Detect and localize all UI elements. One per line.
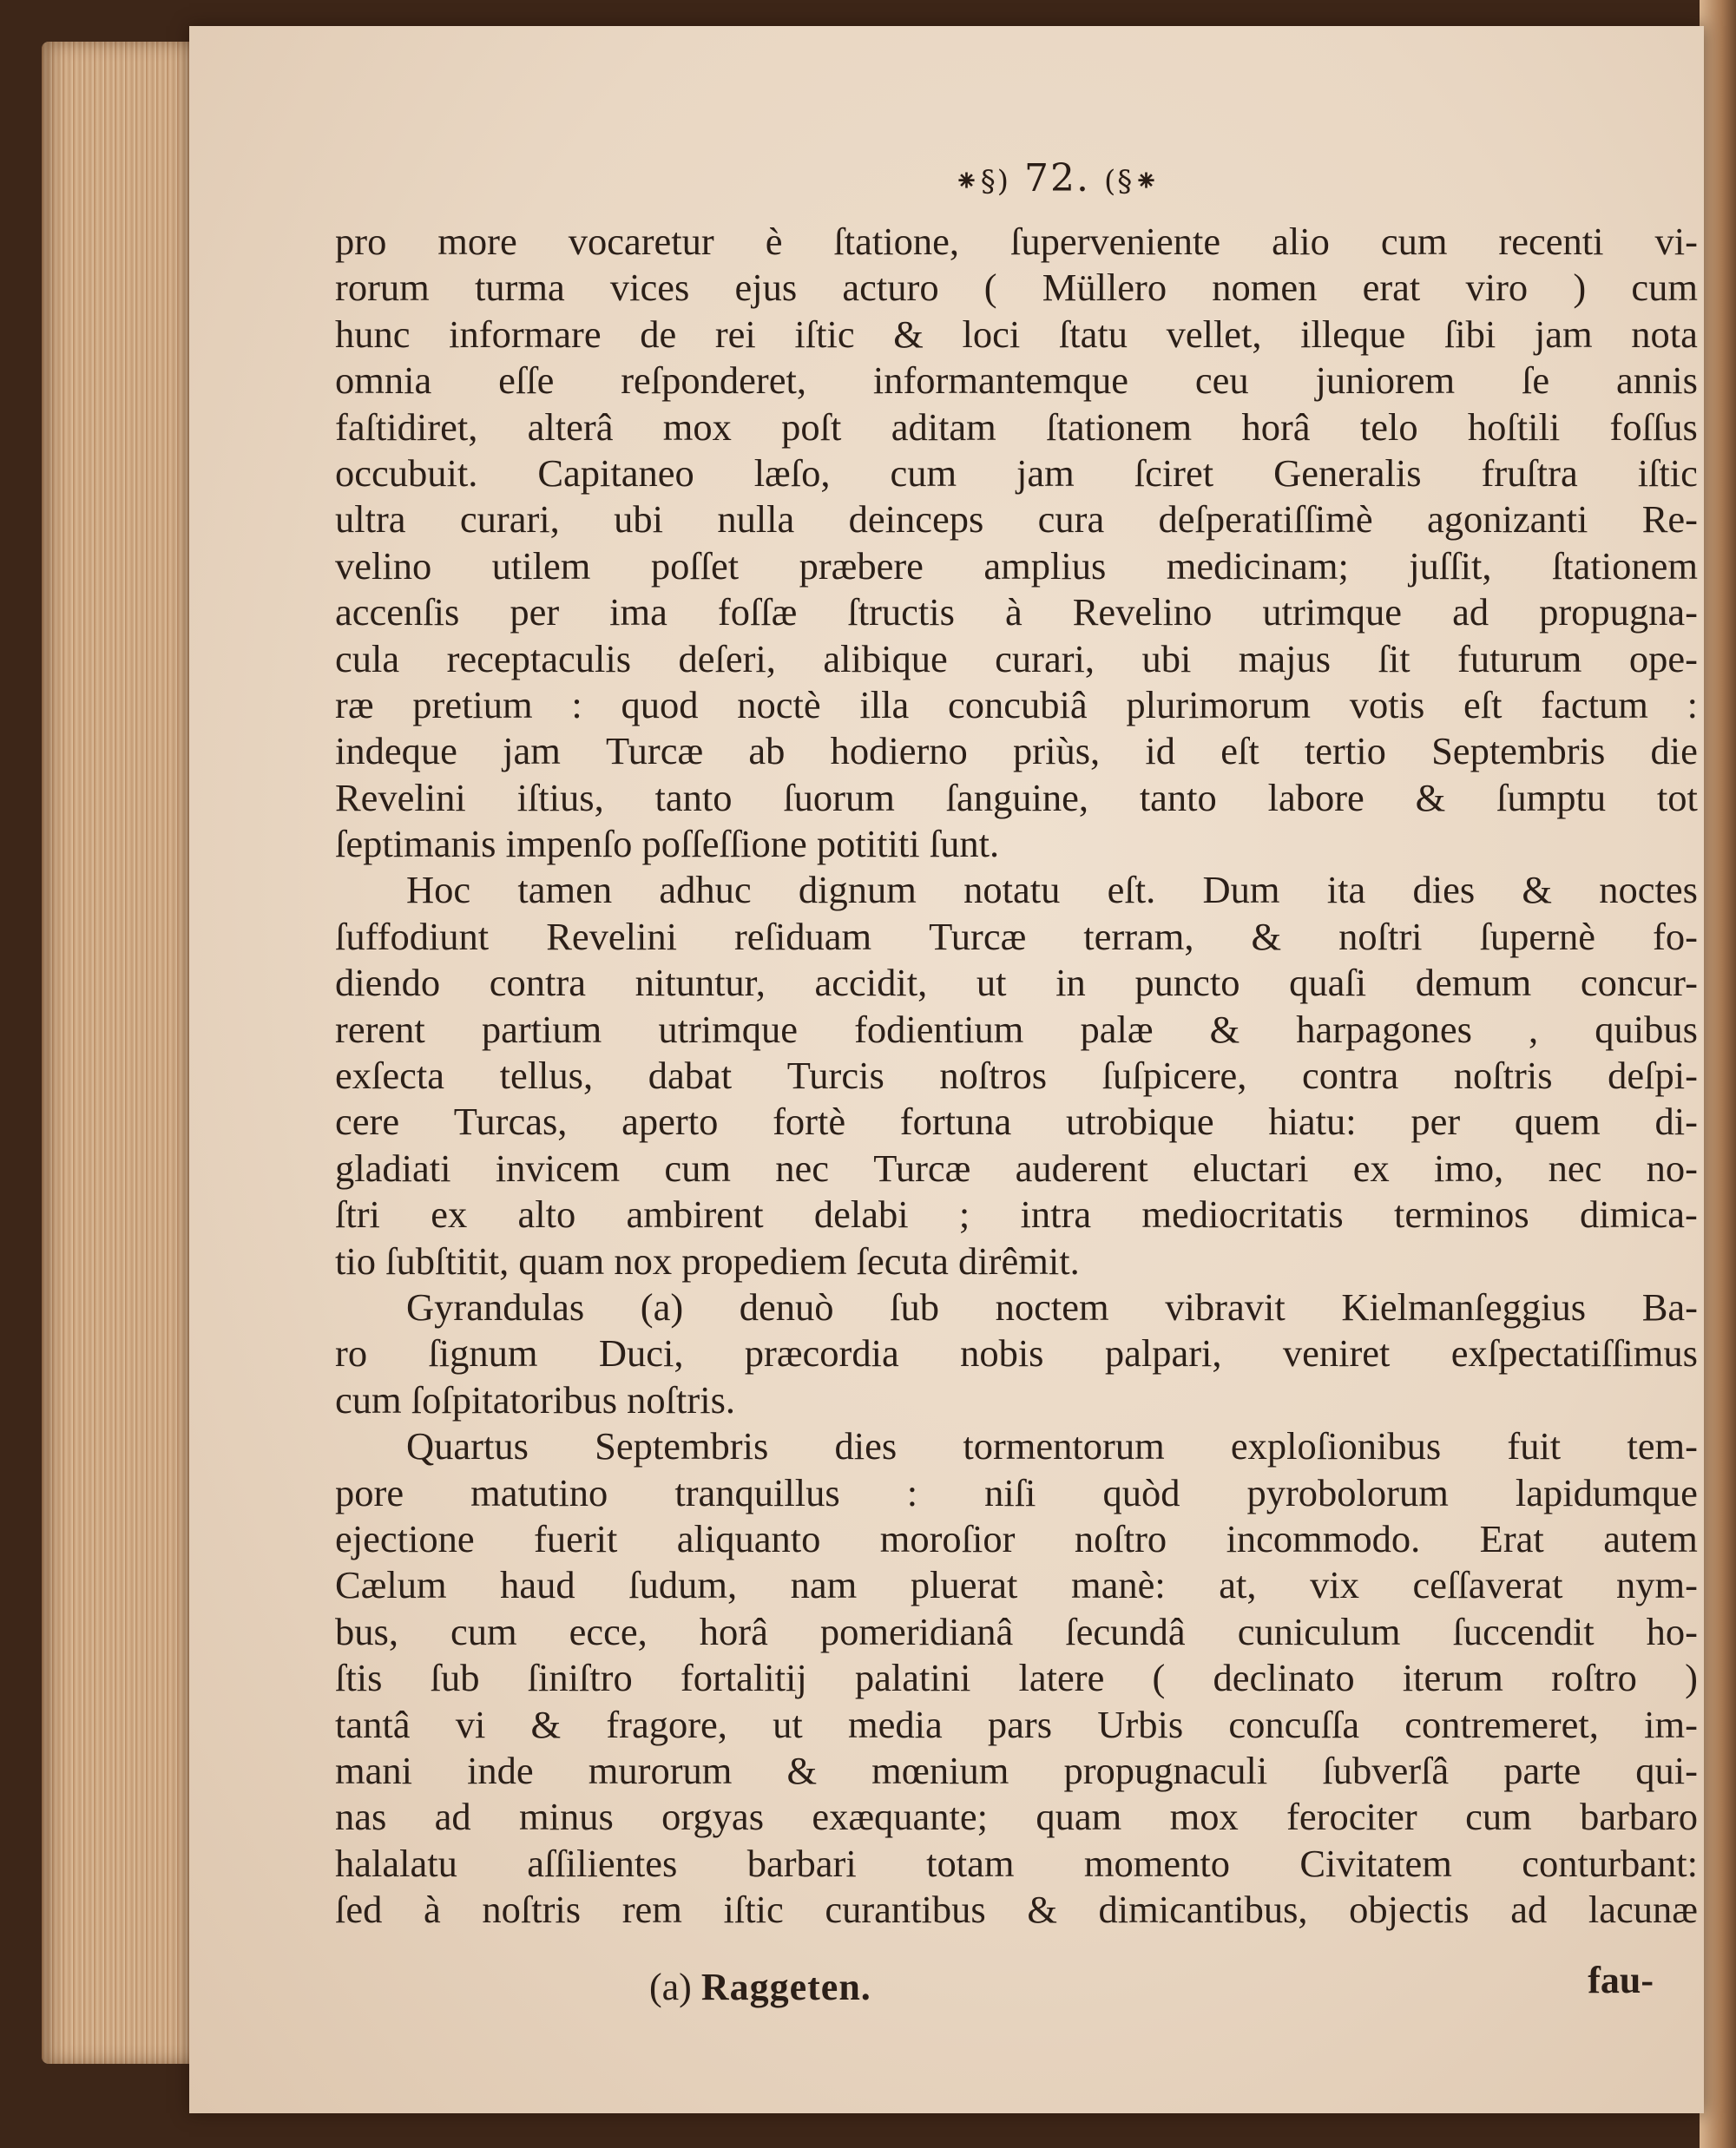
text-line: cere Turcas, aperto fortè fortuna utrobique hiatu: per quem di- <box>335 1100 1698 1144</box>
text-line: ſtri ex alto ambirent delabi ; intra mediocritatis terminos dimica- <box>335 1192 1698 1237</box>
header-ornament-right: (§⁕ <box>1103 164 1161 199</box>
footnote-text: Raggeten. <box>700 1966 871 2008</box>
text-line: exſecta tellus, dabat Turcis noſtros ſuſpicere, contra noſtris deſpi- <box>335 1054 1698 1098</box>
text-line: accenſis per ima foſſæ ſtructis à Revelino utrimque ad propugna- <box>335 590 1698 634</box>
text-line: tio ſubſtitit, quam nox propediem ſecuta dirêmit. <box>335 1238 1080 1283</box>
text-line: nas ad minus orgyas exæquante; quam mox ferociter cum barbaro <box>335 1795 1698 1839</box>
text-line: omnia eſſe reſponderet, informantemque ceu juniorem ſe annis <box>335 358 1698 403</box>
text-line: indeque jam Turcæ ab hodierno priùs, id eſt tertio Septembris die <box>335 729 1698 773</box>
text-line: Cælum haud ſudum, nam pluerat manè: at, vix ceſſaverat nym- <box>335 1563 1698 1607</box>
text-line: pore matutino tranquillus : niſi quòd pyrobolorum lapidumque <box>335 1470 1698 1514</box>
text-line: ro ſignum Duci, præcordia nobis palpari, veniret exſpectatiſſimus <box>335 1331 1698 1376</box>
footnote-marker: (a) <box>649 1966 692 2008</box>
text-line: occubuit. Capitaneo læſo, cum jam ſciret Generalis fruſtra iſtic <box>335 450 1698 495</box>
text-line: faſtidiret, alterâ mox poſt aditam ſtationem horâ telo hoſtili foſſus <box>335 404 1698 449</box>
text-line: ſuffodiunt Revelini reſiduam Turcæ terram, & noſtri ſupernè fo- <box>335 914 1698 958</box>
text-line: Revelini iſtius, tanto ſuorum ſanguine, tanto labore & ſumptu tot <box>335 775 1698 819</box>
text-line: ſed à noſtris rem iſtic curantibus & dimicantibus, objectis ad lacunæ <box>335 1888 1698 1932</box>
text-line: ræ pretium : quod noctè illa concubiâ plurimorum votis eſt factum : <box>335 682 1698 726</box>
page-number: 72. <box>1024 156 1090 200</box>
text-line: diendo contra nituntur, accidit, ut in puncto quaſi demum concur- <box>335 961 1698 1005</box>
desk-edge <box>1700 0 1736 2148</box>
text-line: halalatu aſſilientes barbari totam momento Civitatem conturbant: <box>335 1841 1698 1885</box>
text-line: velino utilem poſſet præbere amplius medicinam; juſſit, ſtationem <box>335 543 1698 588</box>
book-page <box>189 26 1704 2113</box>
text-line: tantâ vi & fragore, ut media pars Urbis concuſſa contremeret, im- <box>335 1702 1698 1746</box>
catchword: fau- <box>1588 1959 1654 2001</box>
text-line: rerent partium utrimque fodientium palæ & harpagones , quibus <box>335 1007 1698 1051</box>
header-ornament-left: ⁕§) <box>954 164 1010 199</box>
text-line: mani inde murorum & mœnium propugnaculi ſubverſâ parte qui- <box>335 1748 1698 1792</box>
text-line: cula receptaculis deſeri, alibique curari, ubi majus ſit futurum ope- <box>335 636 1698 680</box>
text-line: Quartus Septembris dies tormentorum exploſionibus fuit tem- <box>406 1424 1698 1468</box>
text-line: Gyrandulas (a) denuò ſub noctem vibravit Kielmanſeggius Ba- <box>406 1284 1698 1329</box>
text-line: ejectione fuerit aliquanto moroſior noſtro incommodo. Erat autem <box>335 1516 1698 1560</box>
text-line: cum ſoſpitatoribus noſtris. <box>335 1377 736 1422</box>
text-line: Hoc tamen adhuc dignum notatu eſt. Dum ita dies & noctes <box>406 868 1698 912</box>
text-line: ſtis ſub ſiniſtro fortalitij palatini latere ( declinato iterum roſtro ) <box>335 1656 1698 1700</box>
text-line: ſeptimanis impenſo poſſeſſione potititi ſunt. <box>335 822 1000 866</box>
text-line: bus, cum ecce, horâ pomeridianâ ſecundâ cuniculum ſuccendit ho- <box>335 1609 1698 1653</box>
footnote <box>649 1965 871 2009</box>
body-text <box>335 219 1698 1933</box>
text-line: gladiati invicem cum nec Turcæ auderent eluctari ex imo, nec no- <box>335 1146 1698 1190</box>
text-line: hunc informare de rei iſtic & loci ſtatu vellet, illeque ſibi jam nota <box>335 312 1698 356</box>
text-line: pro more vocaretur è ſtatione, ſuperveniente alio cum recenti vi- <box>335 220 1698 263</box>
running-header <box>797 156 1318 200</box>
text-line: rorum turma vices ejus acturo ( Müllero nomen erat viro ) cum <box>335 266 1698 310</box>
text-line: ultra curari, ubi nulla deinceps cura deſperatiſſimè agonizanti Re- <box>335 497 1698 542</box>
